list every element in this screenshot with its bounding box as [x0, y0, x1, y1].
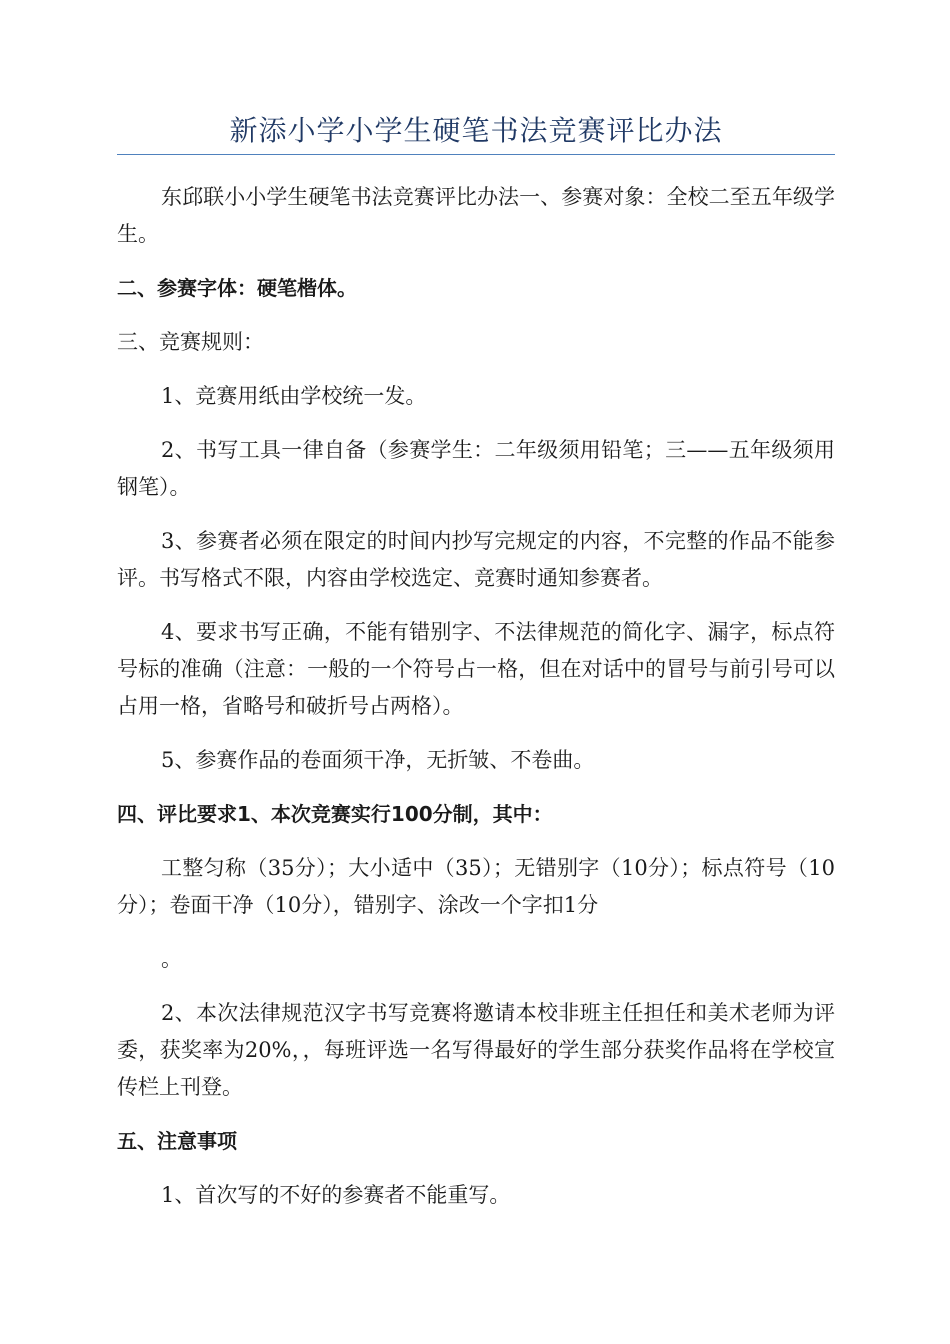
rule-item-1: 1、竞赛用纸由学校统一发。: [161, 384, 427, 408]
note-item-1: 1、首次写的不好的参赛者不能重写。: [161, 1183, 511, 1207]
rule-item-2: 2、书写工具一律自备（参赛学生：二年级须用铅笔；三——五年级须用钢笔）。: [117, 438, 835, 499]
scoring-breakdown: 工整匀称（35分）；大小适中（35）；无错别字（10分）；标点符号（10分）；卷面干净（10分），错别字、涂改一个字扣1分: [117, 856, 835, 917]
section-heading-scoring: 四、评比要求1、本次竞赛实行100分制，其中：: [117, 802, 553, 826]
scoring-trailing-mark: 。: [161, 947, 182, 971]
document-body: [117, 179, 835, 1214]
paragraph-intro: 东邱联小小学生硬笔书法竞赛评比办法一、参赛对象：全校二至五年级学生。: [117, 185, 835, 246]
rule-item-5: 5、参赛作品的卷面须干净，无折皱、不卷曲。: [161, 748, 595, 772]
section-heading-font: 二、参赛字体：硬笔楷体。: [117, 276, 357, 300]
section-heading-notes: 五、注意事项: [117, 1129, 237, 1153]
rule-item-3: 3、参赛者必须在限定的时间内抄写完规定的内容，不完整的作品不能参评。书写格式不限，内容由学校选定、竞赛时通知参赛者。: [117, 529, 835, 590]
document-title: 新添小学小学生硬笔书法竞赛评比办法: [229, 114, 723, 147]
section-heading-rules: 三、竞赛规则：: [117, 330, 264, 354]
scoring-item-2: 2、本次法律规范汉字书写竞赛将邀请本校非班主任担任和美术老师为评委，获奖率为20%，，每班评选一名写得最好的学生部分获奖作品将在学校宣传栏上刊登。: [117, 1001, 835, 1099]
rule-item-4: 4、要求书写正确，不能有错别字、不法律规范的简化字、漏字，标点符号标的准确（注意：一般的一个符号占一格，但在对话中的冒号与前引号可以占用一格，省略号和破折号占两格）。: [117, 620, 835, 718]
title-block: [117, 112, 835, 155]
document-page: [117, 112, 835, 1231]
